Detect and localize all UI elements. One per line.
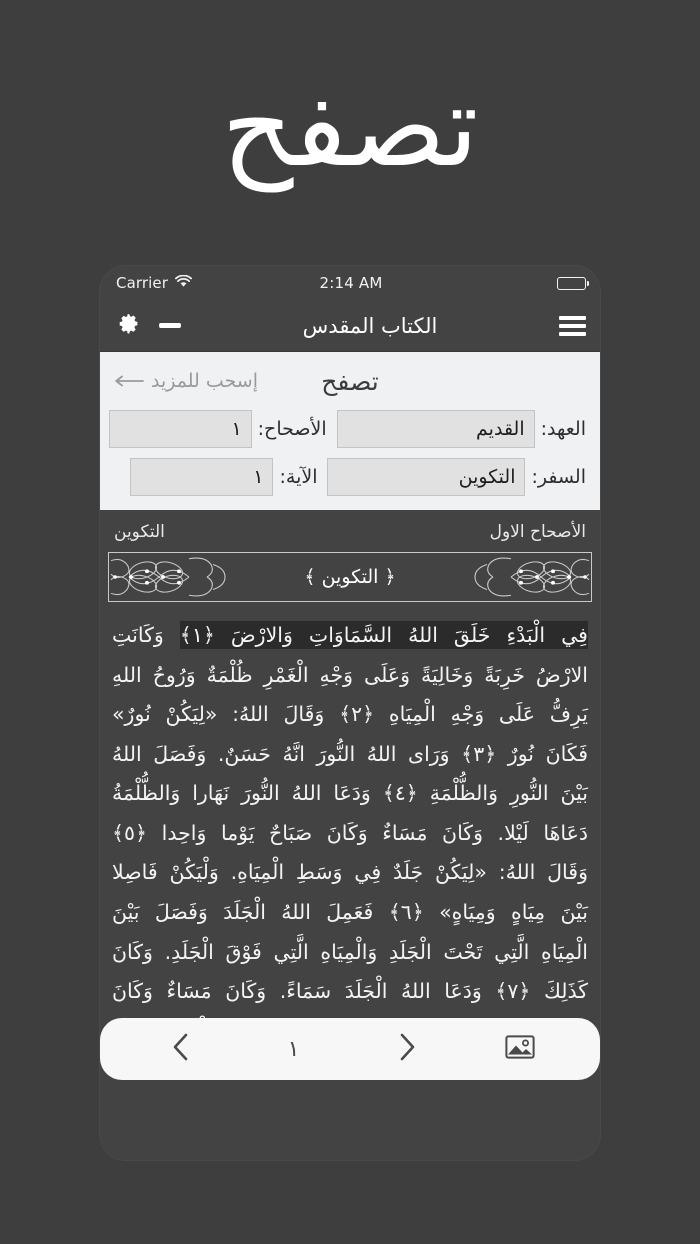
- page-title: تصفح: [221, 61, 479, 192]
- browse-title: تصفح: [321, 366, 379, 396]
- battery-full-icon: [557, 277, 586, 290]
- reader-header: [100, 510, 600, 552]
- verse-number: ﴿٥﴾: [112, 820, 148, 845]
- hamburger-line: [559, 324, 586, 328]
- verse-number: ﴿٢﴾: [339, 702, 375, 727]
- verse-body: فَعَمِلَ اللهُ الْجَلَدَ وَفَصَلَ بَيْنَ الْمِيَاهِ الَّتِي تَحْتَ الْجَلَدِ وَالْمِيَاهِ الَّتِي فَوْقَ الْجَلَدِ. وَكَانَ كَذَلِكَ: [112, 899, 588, 1004]
- verse-body: وَكَانَتِ الارْضُ خَرِبَةً وَخَالِيَةً وَعَلَى وَجْهِ الْغَمْرِ ظُلْمَةٌ وَرُوحُ اللهِ يَرِفُّ عَلَى وَجْهِ الْمِيَاهِ: [112, 623, 588, 727]
- verse-select[interactable]: ١: [130, 458, 273, 496]
- verse-body: وَرَاى اللهُ النُّورَ انَّهُ حَسَنٌ. وَفَصَلَ اللهُ بَيْنَ النُّورِ وَالظُّلْمَةِ: [112, 741, 588, 806]
- browse-row-1: [114, 410, 586, 448]
- verse-body: وَقَالَ اللهُ: «لِيَكُنْ جَلَدٌ فِي وَسَطِ الْمِيَاهِ. وَلْيَكُنْ فَاصِلا بَيْنَ مِيَاهٍ وَمِيَاهٍ»: [112, 860, 588, 924]
- status-bar-left: [116, 274, 319, 292]
- chevron-left-icon: [170, 1032, 192, 1066]
- phone-mockup: [100, 266, 600, 1160]
- hero-banner: [0, 0, 700, 265]
- chapter-label: الأصحاح:: [257, 418, 327, 440]
- phone-screen: [100, 266, 600, 1160]
- field-group-verse: [130, 458, 317, 496]
- navigation-bar: [100, 300, 600, 352]
- field-group-chapter: [109, 410, 327, 448]
- hamburger-menu-icon[interactable]: [559, 316, 586, 336]
- hamburger-line: [559, 316, 586, 320]
- arrow-left-icon: [114, 370, 144, 392]
- verse-number: ﴿٤﴾: [382, 781, 418, 806]
- chapter-select[interactable]: ١: [109, 410, 252, 448]
- verse-body: وَدَعَا اللهُ الْجَلَدَ سَمَاءً. وَكَانَ مَسَاءٌ وَكَانَ: [112, 979, 482, 1004]
- book-heading: التكوين: [114, 522, 165, 542]
- page-number-label: ١: [287, 1036, 300, 1062]
- status-bar: [100, 266, 600, 300]
- book-label: السفر:: [531, 466, 586, 488]
- testament-label: العهد:: [540, 418, 586, 440]
- hamburger-line: [559, 332, 586, 336]
- book-select[interactable]: التكوين: [327, 458, 525, 496]
- page-number-button[interactable]: [237, 1018, 350, 1080]
- verse[interactable]: [180, 621, 588, 649]
- gear-icon[interactable]: [116, 311, 141, 340]
- verse-body: فِي الْبَدْءِ خَلَقَ اللهُ السَّمَاوَاتِ وَالارْضَ: [214, 623, 588, 647]
- ornamental-title-frame: [108, 552, 592, 602]
- verse-number: ﴿٣﴾: [461, 741, 497, 766]
- carrier-label: Carrier: [116, 274, 168, 292]
- image-icon: [505, 1034, 535, 1064]
- verse-body: وَدَعَا اللهُ النُّورَ نَهَارا وَالظُّلْمَةُ دَعَاهَا لَيْلا. وَكَانَ مَسَاءٌ وَكَانَ صَبَاحٌ يَوْما وَاحِدا: [112, 781, 588, 845]
- scripture-reader: [100, 510, 600, 1080]
- field-group-testament: [337, 410, 586, 448]
- swipe-hint: [114, 370, 258, 392]
- verse-number: ﴿١﴾: [179, 623, 215, 647]
- nav-bar-start: [559, 316, 586, 336]
- nav-bar-end: [116, 311, 181, 340]
- scripture-text[interactable]: [100, 610, 600, 1080]
- chapter-heading: الأصحاح الاول: [489, 522, 586, 542]
- ornament-pattern-icon: [109, 553, 229, 601]
- ornament-book-title: ﴿ التكوين ﴾: [304, 566, 396, 588]
- app-title: الكتاب المقدس: [302, 313, 438, 338]
- next-chapter-button[interactable]: [350, 1018, 463, 1080]
- swipe-hint-label: إسحب للمزيد: [151, 370, 258, 392]
- verse-label: الآية:: [279, 466, 318, 488]
- verse-number: ﴿٧﴾: [495, 979, 531, 1004]
- testament-select[interactable]: القديم: [337, 410, 535, 448]
- bottom-toolbar: [100, 1018, 600, 1080]
- chevron-right-icon: [396, 1032, 418, 1066]
- status-bar-right: [383, 277, 586, 290]
- image-view-button[interactable]: [463, 1018, 576, 1080]
- browse-row-2: [114, 458, 586, 496]
- wifi-icon: [175, 274, 192, 292]
- ornament-pattern-icon: [471, 553, 591, 601]
- verse-number: ﴿٦﴾: [388, 899, 424, 924]
- browse-panel-header: [114, 362, 586, 400]
- minus-icon[interactable]: [159, 323, 181, 328]
- field-group-book: [327, 458, 586, 496]
- previous-chapter-button[interactable]: [124, 1018, 237, 1080]
- verse-body: وَقَالَ اللهُ: «لِيَكُنْ نُورٌ» فَكَانَ نُورٌ: [112, 702, 589, 766]
- status-bar-time: 2:14 AM: [319, 274, 383, 292]
- browse-panel: [100, 352, 600, 510]
